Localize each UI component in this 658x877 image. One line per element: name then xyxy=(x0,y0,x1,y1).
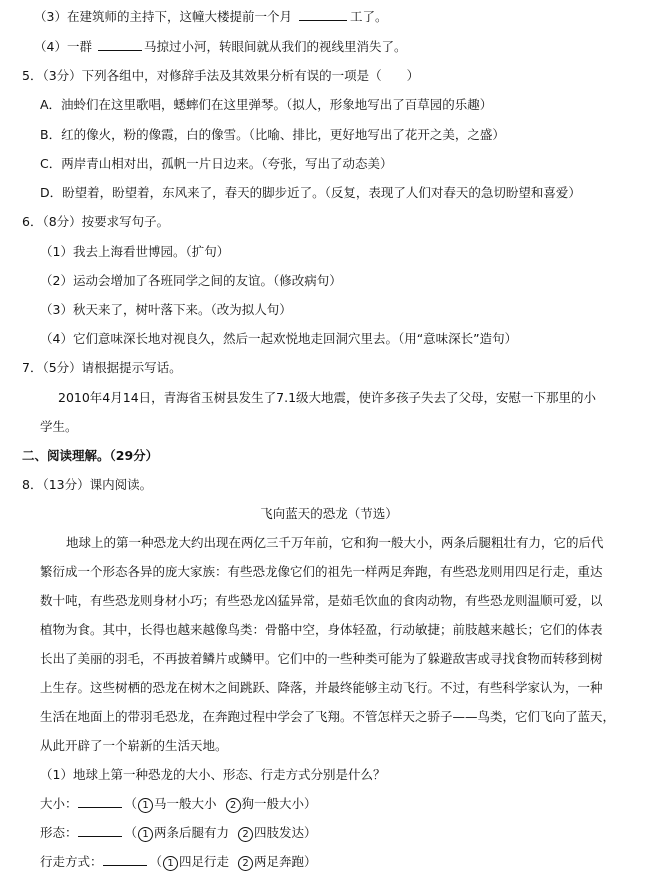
passage-title: 飞向蓝天的恐龙（节选） xyxy=(260,506,398,521)
q6-item-3: （3）秋天来了，树叶落下来。（改为拟人句） xyxy=(40,302,292,317)
q4-item4-text: （4）一群 xyxy=(34,39,92,54)
q6-item-1: （1）我去上海看世博园。（扩句） xyxy=(40,244,230,259)
passage-line-5: 长出了美丽的羽毛，不再披着鳞片或鳞甲。它们中的一些种类可能为了躲避敌害或寻找食物而转移到树 xyxy=(40,651,603,666)
size-option-1: 马一般大小 xyxy=(154,796,217,811)
size-row: 大小： （ 1 马一般大小 2 狗一般大小） xyxy=(40,796,317,811)
size-option-2: 狗一般大小 xyxy=(241,796,305,811)
answer-blank[interactable] xyxy=(78,795,122,808)
answer-blank[interactable] xyxy=(78,824,122,837)
q7-text-line1: 2010年4月14日，青海省玉树县发生了7.1级大地震，使许多孩子失去了父母，安慰一下那里的小 xyxy=(58,390,597,405)
q5-option-c: C．两岸青山相对出，孤帆一片日边来。（夸张，写出了动态美） xyxy=(40,156,393,171)
q8-sub-question-1: （1）地球上第一种恐龙的大小、形态、行走方式分别是什么？ xyxy=(40,767,386,782)
shape-label: 形态： xyxy=(40,825,78,840)
option-number-1[interactable]: 1 xyxy=(163,856,178,871)
walk-option-1: 四足行走 xyxy=(179,854,230,869)
q6-item-2: （2）运动会增加了各班同学之间的友谊。（修改病句） xyxy=(40,273,342,288)
walk-label: 行走方式： xyxy=(40,854,103,869)
passage-line-4: 植物为食。其中，长得也越来越像鸟类：骨骼中空，身体轻盈，行动敏捷；前肢越来越长；它们的体表 xyxy=(40,622,603,637)
q6-stem: 6．（8分）按要求写句子。 xyxy=(22,214,170,229)
answer-blank[interactable] xyxy=(299,8,347,21)
q7-stem: 7．（5分）请根据提示写话。 xyxy=(22,360,182,375)
option-number-2[interactable]: 2 xyxy=(226,798,241,813)
option-number-1[interactable]: 1 xyxy=(138,827,153,842)
q7-text-line2: 学生。 xyxy=(40,419,78,434)
q6-item-4: （4）它们意味深长地对视良久，然后一起欢悦地走回洞穴里去。（用“意味深长”造句） xyxy=(40,331,518,346)
q4-item4-suffix: 马掠过小河，转眼间就从我们的视线里消失了。 xyxy=(143,39,407,54)
shape-row: 形态： （ 1 两条后腿有力 2 四肢发达） xyxy=(40,825,317,840)
q5-option-b: B．红的像火，粉的像霞，白的像雪。（比喻、排比，更好地写出了花开之美，之盛） xyxy=(40,127,505,142)
q5-option-d: D．盼望着，盼望着，东风来了，春天的脚步近了。（反复，表现了人们对春天的急切盼望和喜爱） xyxy=(40,185,581,200)
size-label: 大小： xyxy=(40,796,78,811)
option-number-1[interactable]: 1 xyxy=(138,798,153,813)
passage-line-2: 繁衍成一个形态各异的庞大家族：有些恐龙像它们的祖先一样两足奔跑，有些恐龙则用四足行走，重达 xyxy=(40,564,603,579)
answer-blank[interactable] xyxy=(103,853,147,866)
passage-line-7: 生活在地面上的带羽毛恐龙，在奔跑过程中学会了飞翔。不管怎样天之骄子——鸟类，它们飞向了蓝天， xyxy=(40,709,616,724)
walk-option-2: 两足奔跑 xyxy=(254,854,305,869)
passage-line-8: 从此开辟了一个崭新的生活天地。 xyxy=(40,738,228,753)
section-heading: 二、阅读理解。（29分） xyxy=(22,448,159,463)
q4-item3-text: （3）在建筑师的主持下，这幢大楼提前一个月 xyxy=(34,9,292,24)
q4-item3 xyxy=(34,8,387,26)
q5-stem: 5．（3分）下列各组中，对修辞手法及其效果分析有误的一项是（ ） xyxy=(22,68,420,83)
passage-line-3: 数十吨，有些恐龙则身材小巧；有些恐龙凶猛异常，是茹毛饮血的食肉动物，有些恐龙则温顺可爱，以 xyxy=(40,593,603,608)
shape-option-2: 四肢发达 xyxy=(254,825,305,840)
walk-row: 行走方式： （ 1 四足行走 2 两足奔跑） xyxy=(40,854,317,869)
q8-stem: 8．（13分）课内阅读。 xyxy=(22,477,153,492)
q4-item4 xyxy=(34,38,406,56)
passage-line-1: 地球上的第一种恐龙大约出现在两亿三千万年前，它和狗一般大小，两条后腿粗壮有力，它的后代 xyxy=(66,535,604,550)
shape-option-1: 两条后腿有力 xyxy=(154,825,230,840)
q4-item3-suffix: 工了。 xyxy=(349,9,388,24)
passage-line-6: 上生存。这些树栖的恐龙在树木之间跳跃、降落，并最终能够主动飞行。不过，有些科学家认为，一种 xyxy=(40,680,603,695)
option-number-2[interactable]: 2 xyxy=(238,856,253,871)
q5-option-a: A．油蛉们在这里歌唱，蟋蟀们在这里弹琴。（拟人，形象地写出了百草园的乐趣） xyxy=(40,97,493,112)
answer-blank[interactable] xyxy=(98,38,142,51)
option-number-2[interactable]: 2 xyxy=(238,827,253,842)
